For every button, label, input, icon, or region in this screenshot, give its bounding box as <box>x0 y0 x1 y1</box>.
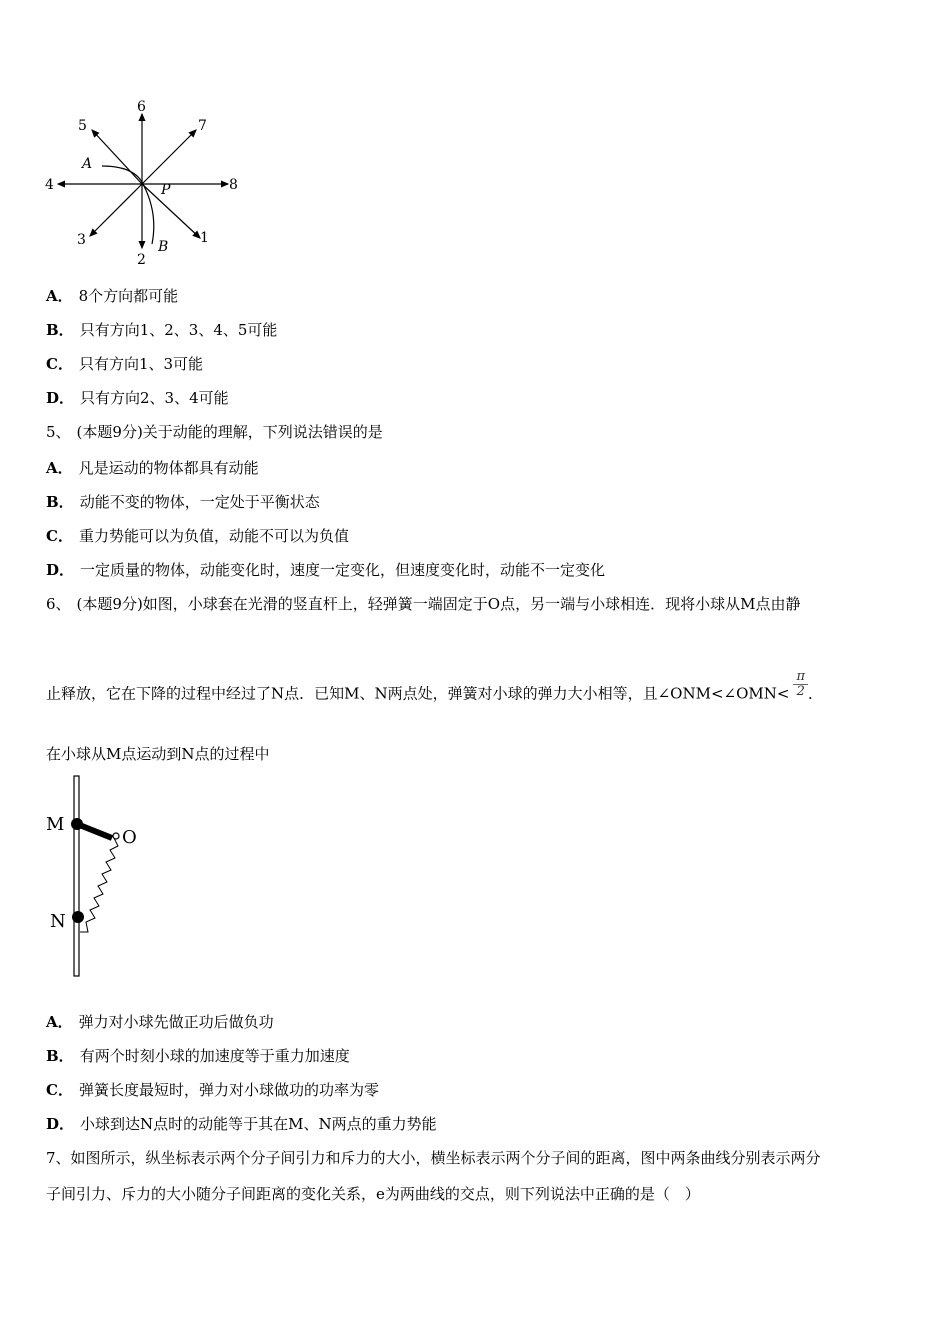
label-B: B <box>158 239 169 255</box>
q5-option-d: D． 一定质量的物体，动能变化时，速度一定变化，但速度变化时，动能不一定变化 <box>46 561 606 579</box>
label-2: 2 <box>137 252 146 268</box>
trajectory-curve <box>102 166 154 244</box>
rod-spring-diagram <box>40 772 170 987</box>
q4-option-d: D． 只有方向2、3、4可能 <box>46 389 229 407</box>
q6-option-d: D． 小球到达N点时的动能等于其在M、N两点的重力势能 <box>46 1115 437 1133</box>
q6-stem-line2: 止释放，它在下降的过程中经过了N点．已知M、N两点处，弹簧对小球的弹力大小相等，且∠ONM<∠OMN< $\frac{\pi}{2}$ ． <box>46 669 824 703</box>
q4-option-b: B． 只有方向1、2、3、4、5可能 <box>46 321 278 339</box>
label-4: 4 <box>45 177 54 193</box>
label-6: 6 <box>137 99 146 115</box>
q5-stem: 5、 (本题9分)关于动能的理解，下列说法错误的是 <box>46 423 383 441</box>
q5-option-a: A． 凡是运动的物体都具有动能 <box>46 459 259 477</box>
arrow-3 <box>90 184 142 236</box>
label-M: M <box>46 814 65 835</box>
q6-stem-line1: 6、 (本题9分)如图，小球套在光滑的竖直杆上，轻弹簧一端固定于O点，另一端与小球相连．现将小球从M点由静 <box>46 595 801 613</box>
label-O: O <box>122 827 137 848</box>
pivot-O <box>113 833 119 839</box>
arrow-1 <box>142 184 200 238</box>
q6-option-a: A． 弹力对小球先做正功后做负功 <box>46 1013 274 1031</box>
label-8: 8 <box>229 177 238 193</box>
q5-option-c: C． 重力势能可以为负值，动能不可以为负值 <box>46 527 349 545</box>
q6-option-c: C． 弹簧长度最短时，弹力对小球做功的功率为零 <box>46 1081 379 1099</box>
ball-N <box>72 911 84 923</box>
q7-stem-line2: 子间引力、斥力的大小随分子间距离的变化关系，e为两曲线的交点，则下列说法中正确的是（ ） <box>46 1185 700 1203</box>
label-A: A <box>82 156 93 172</box>
vertical-rod <box>74 776 79 976</box>
q4-option-a: A． 8个方向都可能 <box>46 287 179 305</box>
pi-over-2-fraction: $\frac{\pi}{2}$ <box>793 670 808 699</box>
spring-coil <box>80 838 118 932</box>
q7-stem-line1: 7、如图所示，纵坐标表示两个分子间引力和斥力的大小，横坐标表示两个分子间的距离，图中两条曲线分别表示两分 <box>46 1149 821 1167</box>
label-P: P <box>161 182 171 198</box>
label-1: 1 <box>200 230 209 246</box>
label-5: 5 <box>78 118 87 134</box>
q6-option-b: B． 有两个时刻小球的加速度等于重力加速度 <box>46 1047 350 1065</box>
label-3: 3 <box>77 232 86 248</box>
arrow-7 <box>142 130 196 184</box>
ball-M <box>71 818 83 830</box>
label-N: N <box>50 911 66 932</box>
direction-diagram <box>40 96 250 271</box>
q6-stem-line3: 在小球从M点运动到N点的过程中 <box>46 745 270 763</box>
q5-option-b: B． 动能不变的物体，一定处于平衡状态 <box>46 493 320 511</box>
arrow-5 <box>92 130 142 184</box>
q4-option-c: C． 只有方向1、3可能 <box>46 355 204 373</box>
label-7: 7 <box>198 118 207 134</box>
